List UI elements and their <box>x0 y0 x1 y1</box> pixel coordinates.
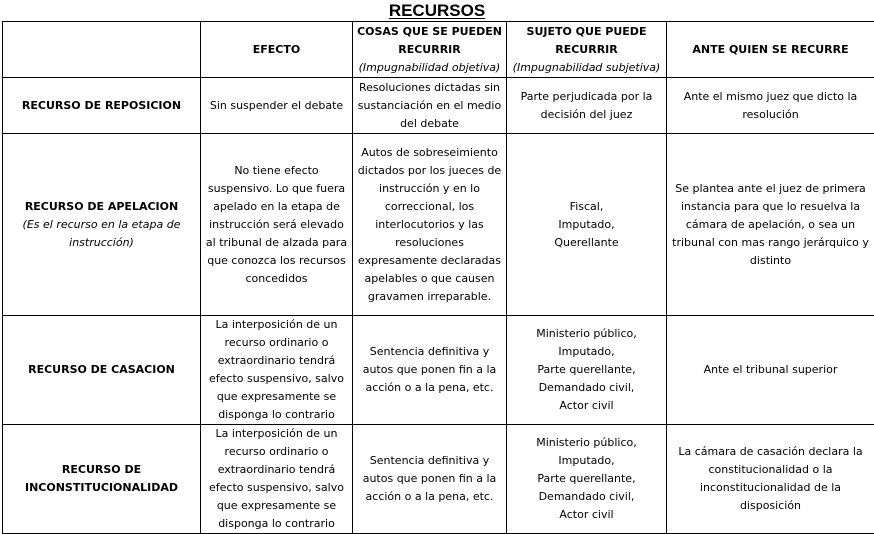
cell-ante-apelacion: Se plantea ante el juez de primera instancia para que lo resuelva la cámara de apelación, o sea un tribunal con mas rango jerárquico y distinto <box>667 134 874 316</box>
sujeto-item: Ministerio público, <box>511 325 662 343</box>
header-sujeto-line2: RECURRIR <box>511 41 662 59</box>
header-sujeto <box>507 22 667 78</box>
cell-sujeto-reposicion: Parte perjudicada por la decisión del juez <box>507 78 667 134</box>
cell-ante-casacion: Ante el tribunal superior <box>667 316 874 425</box>
table-row-reposicion <box>3 78 874 134</box>
header-sujeto-sub: (Impugnabilidad subjetiva) <box>511 59 662 77</box>
header-efecto: EFECTO <box>201 22 353 78</box>
sujeto-item: Imputado, <box>511 343 662 361</box>
cell-efecto-reposicion: Sin suspender el debate <box>201 78 353 134</box>
cell-ante-inconstitucionalidad: La cámara de casación declara la constitucionalidad o la inconstitucionalidad de la disposición <box>667 425 874 534</box>
row-name-apelacion-sub: (Es el recurso en la etapa de instrucción) <box>7 216 196 252</box>
page-title: RECURSOS <box>0 1 874 21</box>
table-row-casacion <box>3 316 874 425</box>
row-name-apelacion-title: RECURSO DE APELACION <box>7 198 196 216</box>
row-name-inconst-line1: RECURSO DE <box>7 461 196 479</box>
sujeto-item: Actor civil <box>511 506 662 524</box>
cell-cosas-casacion: Sentencia definitiva y autos que ponen fin a la acción o a la pena, etc. <box>353 316 507 425</box>
header-cosas-line1: COSAS QUE SE PUEDEN <box>357 23 502 41</box>
cell-sujeto-casacion <box>507 316 667 425</box>
sujeto-item: Ministerio público, <box>511 434 662 452</box>
header-cosas-sub: (Impugnabilidad objetiva) <box>357 59 502 77</box>
recursos-table <box>2 21 874 534</box>
sujeto-item: Parte querellante, <box>511 361 662 379</box>
cell-sujeto-apelacion <box>507 134 667 316</box>
cell-efecto-apelacion: No tiene efecto suspensivo. Lo que fuera apelado en la etapa de instrucción será elevado al tribunal de alzada para que conozca los recursos concedidos <box>201 134 353 316</box>
cell-ante-reposicion: Ante el mismo juez que dicto la resolución <box>667 78 874 134</box>
row-name-inconst-line2: INCONSTITUCIONALIDAD <box>7 479 196 497</box>
header-sujeto-line1: SUJETO QUE PUEDE <box>511 23 662 41</box>
sujeto-item: Actor civil <box>511 397 662 415</box>
sujeto-item: Querellante <box>511 234 662 252</box>
row-name-inconstitucionalidad <box>3 425 201 534</box>
sujeto-item: Demandado civil, <box>511 488 662 506</box>
cell-sujeto-inconstitucionalidad <box>507 425 667 534</box>
cell-cosas-inconstitucionalidad: Sentencia definitiva y autos que ponen fin a la acción o a la pena, etc. <box>353 425 507 534</box>
cell-cosas-apelacion: Autos de sobreseimiento dictados por los jueces de instrucción y en lo correccional, los interlocutorios y las resoluciones expresamente declaradas apelables o que causen gravamen irreparable. <box>353 134 507 316</box>
header-cosas-line2: RECURRIR <box>357 41 502 59</box>
sujeto-item: Parte querellante, <box>511 470 662 488</box>
cell-efecto-casacion: La interposición de un recurso ordinario o extraordinario tendrá efecto suspensivo, salvo que expresamente se disponga lo contrario <box>201 316 353 425</box>
row-name-casacion: RECURSO DE CASACION <box>3 316 201 425</box>
header-row <box>3 22 874 78</box>
header-ante: ANTE QUIEN SE RECURRE <box>667 22 874 78</box>
header-empty <box>3 22 201 78</box>
cell-efecto-inconstitucionalidad: La interposición de un recurso ordinario o extraordinario tendrá efecto suspensivo, salvo que expresamente se disponga lo contrario <box>201 425 353 534</box>
sujeto-item: Imputado, <box>511 452 662 470</box>
sujeto-item: Fiscal, <box>511 198 662 216</box>
sujeto-item: Demandado civil, <box>511 379 662 397</box>
table-row-apelacion <box>3 134 874 316</box>
row-name-apelacion <box>3 134 201 316</box>
table-row-inconstitucionalidad <box>3 425 874 534</box>
cell-cosas-reposicion: Resoluciones dictadas sin sustanciación en el medio del debate <box>353 78 507 134</box>
row-name-reposicion: RECURSO DE REPOSICION <box>3 78 201 134</box>
header-cosas <box>353 22 507 78</box>
sujeto-item: Imputado, <box>511 216 662 234</box>
